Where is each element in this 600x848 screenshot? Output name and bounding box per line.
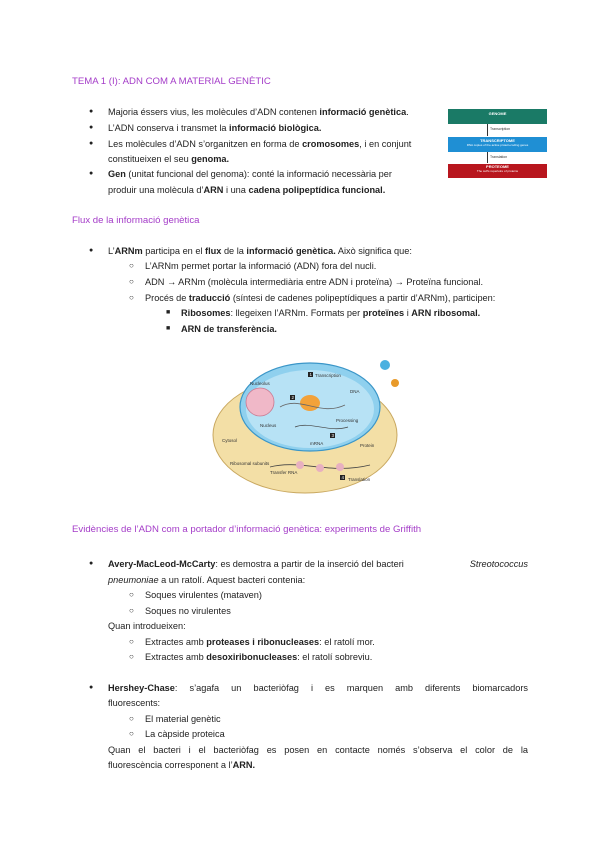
step-1: 1 [309, 372, 313, 377]
genome-bar: GENOME [448, 109, 547, 124]
hershey-sub-1: ○ El material genètic [145, 712, 221, 726]
translation-label: Translation [490, 155, 508, 159]
avery-bullet: ● Avery-MacLeod-McCarty: es demostra a partir de la inserció del bacteri Streotococcus [108, 557, 528, 571]
final-line-1: Quan el bacteri i el bacteriòfag es posen en contacte només s’observa el color de la [108, 745, 528, 755]
section-griffith-title: Evidències de l’ADN com a portador d’informació genètica: experiments de Griffith [72, 524, 422, 535]
avery-sub-2: ○ Soques no virulentes [145, 604, 231, 618]
avery-sub-1: ○ Soques virulentes (mataven) [145, 588, 262, 602]
arrow-1 [487, 124, 488, 136]
flux-sub-3: ○ Procés de traducció (síntesi de cadenes polipeptídiques a partir d’ARNm), participen: [145, 291, 495, 305]
intro-bullet-4: ● Gen (unitat funcional del genoma): conté la informació necessària per [108, 167, 392, 181]
label-ribosomal-subunits: Ribosomal subunits [230, 461, 270, 466]
dogma-figure [448, 109, 547, 178]
label-transcription: Transcription [315, 373, 341, 378]
flux-subsub-2: ■ ARN de transferència. [181, 322, 277, 336]
virus-1 [380, 360, 390, 370]
virus-2 [391, 379, 399, 387]
ribosome-1 [296, 461, 304, 469]
step-4: 4 [341, 475, 345, 480]
label-transfer-rna: Transfer RNA [270, 470, 298, 475]
hershey-cont: fluorescents: [108, 698, 161, 708]
flux-sub-1: ○ L’ARNm permet portar la informació (ADN) fora del nucli. [145, 259, 376, 273]
label-cytosol: Cytosol [222, 438, 238, 443]
intro-bullet-1: ● Majoria éssers vius, les molècules d’ADN contenen informació genètica. [108, 105, 409, 119]
label-nucleus: Nucleus [260, 423, 277, 428]
transcriptome-bar: TRANSCRIPTOME RNA copies of the active protein-coding genes [448, 137, 547, 152]
label-nucleolus: Nucleolus [250, 381, 270, 386]
avery-extract-1: ○ Extractes amb proteases i ribonucleases: el ratolí mor. [145, 635, 375, 649]
hershey-sub-2: ○ La càpside proteica [145, 727, 225, 741]
proteome-bar: PROTEOME The cell’s repertoire of proteins [448, 164, 547, 178]
rna-polymerase [300, 395, 320, 411]
hershey-bullet: ● Hershey-Chase : s’agafa un bacteriòfag i es marquen amb diferents biomarcadors [108, 681, 528, 695]
ribosome-3 [336, 463, 344, 471]
arrow-2 [487, 152, 488, 163]
flux-subsub-1: ■ Ribosomes: llegeixen l’ARNm. Formats per proteïnes i ARN ribosomal. [181, 306, 480, 320]
label-mrna: mRNA [310, 441, 324, 446]
label-translation: Translation [348, 477, 371, 482]
final-line-2: fluorescència corresponent a l’ARN. [108, 760, 256, 770]
section-flux-title: Flux de la informació genètica [72, 215, 200, 226]
quan-text: Quan introdueixen: [108, 621, 186, 631]
nucleolus-shape [246, 388, 274, 416]
transcription-label: Transcription [490, 127, 511, 131]
page-title: TEMA 1 (I): ADN COM A MATERIAL GENÈTIC [72, 76, 271, 87]
flux-sub-2: ○ ADN → ARNm (molècula intermediària entre ADN i proteïna) → Proteïna funcional. [145, 275, 483, 289]
avery-cont: pneumoniae a un ratolí. Aquest bacteri contenia: [108, 575, 306, 585]
ribosome-2 [316, 464, 324, 472]
label-protein: Protein [360, 443, 375, 448]
label-processing: Processing [336, 418, 359, 423]
step-2: 2 [291, 395, 295, 400]
flux-bullet: ● L’ARNm participa en el flux de la informació genètica. Això significa que: [108, 244, 412, 258]
intro-bullet-4-cont: produir una molècula d’ARN i una cadena polipeptídica funcional. [108, 185, 386, 195]
step-3: 3 [331, 433, 335, 438]
intro-bullet-2: ● L’ADN conserva i transmet la informació biològica. [108, 121, 321, 135]
intro-bullet-3: ● Les molècules d’ADN s’organitzen en forma de cromosomes, i en conjunt [108, 137, 411, 151]
label-dna: DNA [350, 389, 360, 394]
cell-figure [210, 347, 410, 497]
avery-extract-2: ○ Extractes amb desoxiribonucleases: el ratolí sobreviu. [145, 650, 372, 664]
intro-bullet-3-cont: constitueixen el seu genoma. [108, 154, 230, 164]
